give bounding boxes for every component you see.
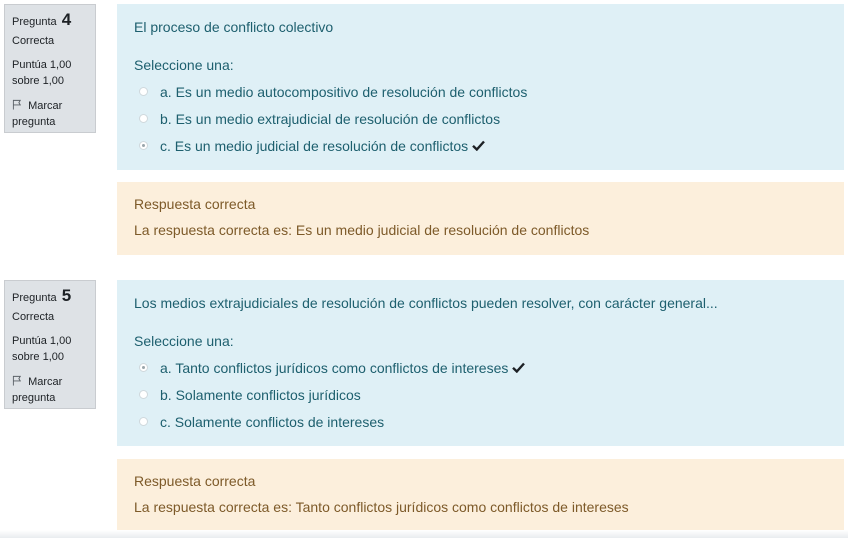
right-answer: La respuesta correcta es: Es un medio judicial de resolución de conflictos <box>134 222 590 238</box>
answer-prompt: Seleccione una: <box>134 57 234 73</box>
radio-button-selected[interactable] <box>139 363 148 372</box>
question-state: Correcta <box>12 35 55 47</box>
question-number-value: 5 <box>61 286 72 305</box>
feedback-box <box>117 182 844 255</box>
flag-question-link[interactable] <box>12 98 95 130</box>
answer-label: b. Es un medio extrajudicial de resolución de conflictos <box>160 110 501 127</box>
feedback-box <box>117 459 844 532</box>
question-text: El proceso de conflicto colectivo <box>134 19 334 35</box>
question-label: Pregunta <box>12 16 57 28</box>
radio-button[interactable] <box>139 87 148 96</box>
question-formulation <box>117 4 844 170</box>
answer-list <box>134 78 827 159</box>
answer-option-selected[interactable] <box>134 132 827 159</box>
radio-button-selected[interactable] <box>139 141 148 150</box>
question-grade: Puntúa 1,00 sobre 1,00 <box>12 335 72 363</box>
check-icon <box>512 362 525 373</box>
answer-label: b. Solamente conflictos jurídicos <box>160 386 361 403</box>
question-grade: Puntúa 1,00 sobre 1,00 <box>12 59 72 87</box>
flag-icon <box>12 99 23 110</box>
question-text: Los medios extrajudiciales de resolución de conflictos pueden resolver, con carácter general... <box>134 295 718 311</box>
scroll-shadow <box>0 530 848 538</box>
answer-label: a. Es un medio autocompositivo de resolución de conflictos <box>160 83 528 100</box>
flag-icon <box>12 375 23 386</box>
radio-button[interactable] <box>139 390 148 399</box>
answer-option[interactable] <box>134 78 827 105</box>
question-state: Correcta <box>12 311 55 323</box>
question-label: Pregunta <box>12 292 57 304</box>
answer-label: a. Tanto conflictos jurídicos como conflictos de intereses <box>160 359 509 376</box>
question-info <box>4 280 96 409</box>
answer-list <box>134 354 827 435</box>
answer-label: c. Es un medio judicial de resolución de conflictos <box>160 137 469 154</box>
answer-option[interactable] <box>134 408 827 435</box>
flag-label: Marcar pregunta <box>12 100 63 128</box>
answer-label: c. Solamente conflictos de intereses <box>160 413 385 430</box>
check-icon <box>472 140 485 151</box>
feedback-title: Respuesta correcta <box>134 196 256 212</box>
flag-question-link[interactable] <box>12 374 95 406</box>
question-info <box>4 4 96 133</box>
question-number <box>12 288 95 306</box>
feedback-title: Respuesta correcta <box>134 473 256 489</box>
flag-label: Marcar pregunta <box>12 376 63 404</box>
answer-option-selected[interactable] <box>134 354 827 381</box>
right-answer: La respuesta correcta es: Tanto conflictos jurídicos como conflictos de intereses <box>134 499 629 515</box>
answer-option[interactable] <box>134 105 827 132</box>
answer-option[interactable] <box>134 381 827 408</box>
question-formulation <box>117 280 844 446</box>
radio-button[interactable] <box>139 417 148 426</box>
radio-button[interactable] <box>139 114 148 123</box>
question-number-value: 4 <box>61 10 72 29</box>
answer-prompt: Seleccione una: <box>134 333 234 349</box>
question-number <box>12 12 95 30</box>
